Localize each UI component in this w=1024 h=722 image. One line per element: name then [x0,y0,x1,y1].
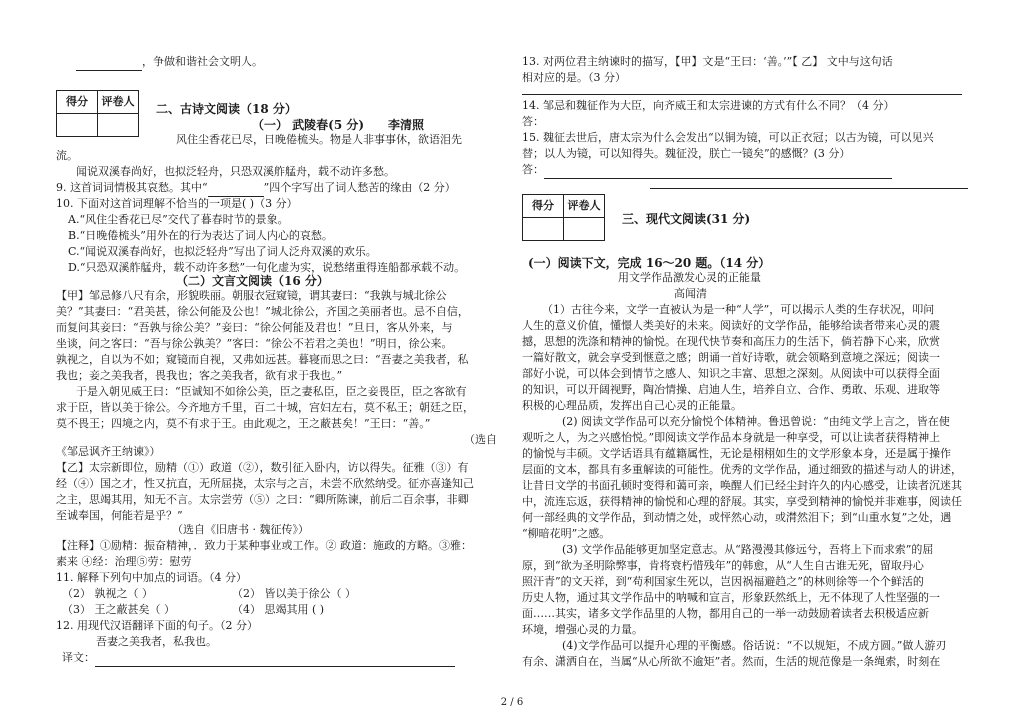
note-line: 【注释】①励精：振奋精神，．致力于某种事业或工作。② 政道：施政的方略。③雅： [56,539,472,552]
question-9: 9. 这首词词情极其哀愁。其中“ ”四个字写出了词人愁苦的缘由（2 分） [56,180,456,197]
text-jia-line: 美？”其妻曰：“君美甚，徐公何能及公也！”城北徐公，齐国之美丽者也。忌不自信， [56,305,469,318]
answer-label: 答： [522,115,544,128]
article-line: 照汗青”的文天祥，到“苟利国家生死以，岂因祸福避趋之”的林则徐等一个个鲜活的 [522,575,924,588]
article-line: 人生的意义价值，懂憬人类美好的未来。阅读好的文学作品，能够给读者带来心灵的震 [522,319,940,332]
option-a: A.“风住尘香花已尽”交代了暮春时节的景象。 [68,213,289,226]
article-author: 高闻清 [674,287,707,300]
grader-label: 评卷人 [564,195,605,218]
fill-line-top: ，争做和谐社会文明人。 [76,54,263,71]
article-line: “柳暗花明”之感。 [522,527,611,540]
text-jia-line: 坐谈，问之客曰：“吾与徐公孰美？”客曰：“徐公不若君之美也！”明日，徐公来。 [56,337,453,350]
article-line: (2) 阅读文学作品可以充分愉悦个体精神。鲁迅曾说：“由纯文学上言之，皆在使 [562,415,950,428]
article-line: 环境，增强心灵的力量。 [522,623,643,636]
article-line: 让昔日文学的书面孔顿时变得和蔼可亲，唤醒人们已经尘封许久的内心感受，让读者沉迷其 [522,479,962,492]
question-15: 替；以人为镜，可以知得失。魏征没，朕亡一镜矣”的感慨？(3 分） [522,147,851,160]
section-2-title: 二、古诗文阅读（18 分） [156,102,297,116]
text-jia-line: 求于臣，皆以美于徐公。今齐地方千里，百二十城，宫妇左右，莫不私王；朝廷之臣， [56,401,474,414]
article-line: 观听之人，为之兴感怡悦。”即阅读文学作品本身就是一种享受，可以让读者获得精神上 [522,431,941,444]
poem-line: 流。 [56,149,78,162]
article-line: 历史人物，通过其文学作品中的呐喊和宣言，形象跃然纸上，无不体现了人性坚强的一 [522,591,940,604]
question-12: 12. 用现代汉语翻译下面的句子。（2 分） [56,619,258,632]
score-table-3 [522,194,605,241]
article-line: (4)文学作品可以提升心理的平衡感。俗话说：“不以规矩，不成方圆。”做人游刃 [562,639,947,652]
subsection-1-title: (一）阅读下文，完成 16～20 题。（14 分） [528,256,771,270]
article-line: (3) 文学作品能够更加坚定意志。从“路漫漫其修远兮，吾将上下而求索”的屈 [562,543,934,556]
section-3-title: 三、现代文阅读(31 分) [622,212,751,226]
translation-line: 译文： [62,650,455,667]
answer-blank[interactable] [544,166,892,179]
question-10: 10. 下面对这首词理解不恰当的一项是( )（3 分） [56,197,298,210]
question-14: 14. 邹忌和魏征作为大臣，向齐威王和太宗进谏的方式有什么不同？（4 分） [522,99,895,112]
classical-title: （二）文言文阅读（16 分） [176,274,329,288]
question-12-sentence: 吾妻之美我者，私我也。 [96,635,217,648]
article-line: （1）古往今来，文学一直被认为是一种“人学”，可以揭示人类的生存状况，叩问 [542,303,935,316]
grader-cell[interactable] [98,114,139,137]
article-line: 何一部经典的文学作品，到动情之处，或怦然心动，或潸然泪下；到“山重水复”之处，遇 [522,511,952,524]
answer-blank[interactable] [76,58,142,71]
text-yi-line: 之主，思竭其用，知无不言。太宗尝劳（⑤）之曰：“卿所陈谏，前后二百余事，非卿 [56,493,469,506]
text-jia-line: 而复问其妾曰：“吾孰与徐公美？”妾曰：“徐公何能及君也！”旦日，客从外来，与 [56,321,453,334]
text-yi-line: 经（④）国之才，性又抗直，无所屈挠，太宗与之言，未尝不欣然纳受。征亦喜逢知己 [56,477,474,490]
option-d: D.“只恐双溪舴艋舟，载不动许多愁”一句化虚为实，说愁绪重得连船都承载不动。 [68,261,466,274]
question-13: 相对应的是。（3 分） [522,71,626,84]
question-13: 13. 对两位君主纳谏时的描写，【甲】文是“王曰：‘善。’”【 乙】 文中与这句话 [522,55,893,68]
answer-line[interactable] [650,188,968,189]
option-b: B.“日晚倦梳头”用外在的行为表达了词人内心的哀愁。 [68,229,333,242]
note-line: 素来 ④经：治理⑤劳：慰劳 [56,555,192,568]
poem-title: （一） 武陵春(5 分) [252,118,365,132]
question-11-item: （3） 王之蔽甚矣（ ） [62,603,175,616]
question-11-item: （2） 孰视之（ ） [62,587,153,600]
source-jia: （选自 [464,433,497,446]
score-table-2 [56,90,139,137]
article-line: 有余、潇洒自在，当属“从心所欲不逾矩”者。然而，生活的规范像是一条绳索，时刻在 [522,655,941,668]
article-line: 撼，思想的洗涤和精神的愉悦。在现代快节奏和高压力的生活下，倘若静下心来，欣赏 [522,335,940,348]
score-cell[interactable] [523,218,564,241]
source-jia: 《邹忌讽齐王纳谏》） [56,445,161,458]
option-c: C.“闻说双溪春尚好，也拟泛轻舟”写出了词人泛舟双溪的欢乐。 [68,245,377,258]
grader-cell[interactable] [564,218,605,241]
article-line: 原，到“欲为圣明除弊事，肯将衰朽惜残年”的韩愈，从“人生自古谁无死，留取丹心 [522,559,924,572]
text-jia-line: 孰视之，自以为不如；窥镜而自视，又弗如远甚。暮寝而思之曰：“吾妻之美我者，私 [56,353,469,366]
answer-line[interactable] [522,94,962,95]
answer-blank[interactable] [95,654,455,667]
article-line: 的愉悦与丰硕。文学话语具有蕴籍属性，无论是栩栩如生的文学形象本身，还是属于操作 [522,447,951,460]
text-jia-line: 我也；妾之美我者，畏我也；客之美我者，欲有求于我也。” [56,369,343,382]
question-11-item: （2） 皆以美于徐公（ ） [232,587,356,600]
article-line: 中，流连忘返，获得精神的愉悦和心理的舒展。其实，享受到精神的愉悦并非难事，阅读任 [522,495,962,508]
text-jia-line: 【甲】邹忌修八尺有余，形貌昳丽。朝服衣冠窥镜，谓其妻曰：“我孰与城北徐公 [56,289,447,302]
text-jia-line: 莫不畏王；四境之内，莫不有求于王。由此观之，王之蔽甚矣！”王曰：“善。” [56,417,431,430]
score-cell[interactable] [57,114,98,137]
answer-line: 答： [522,162,892,179]
article-line: 部好小说，可以体会到情节之感人、知识之丰富、思想之深刻。从阅读中可以获得全面 [522,367,940,380]
article-line: 的知识，可以开阔视野，陶冶情操、启迪人生，培养自立、合作、勇敢、乐观、进取等 [522,383,940,396]
text-jia-line: 于是入朝见威王曰：“臣诚知不如徐公美，臣之妻私臣，臣之妾畏臣，臣之客欲有 [76,385,467,398]
question-11-item: （4） 思竭其用 ( ) [232,603,325,616]
source-yi: （选自《旧唐书 · 魏征传》） [172,523,309,536]
text-yi-line: 至诚奉国，何能若是乎？” [56,509,183,522]
answer-blank[interactable] [208,184,264,197]
poem-author: 李清照 [388,118,425,132]
page-number: 2 / 6 [500,697,524,708]
grader-label: 评卷人 [98,91,139,114]
score-label: 得分 [57,91,98,114]
poem-line: 闻说双溪春尚好，也拟泛轻舟，只恐双溪舴艋舟，载不动许多愁。 [76,165,395,178]
article-line: 积极的心理品质，发挥出自己心灵的正能量。 [522,399,742,412]
poem-line: 风住尘香花已尽，日晚倦梳头。物是人非事事休，欲语泪先 [176,133,462,146]
score-label: 得分 [523,195,564,218]
article-line: 面……其实，诸多文学作品里的人物，都用自己的一举一动鼓励着读者去积极适应新 [522,607,929,620]
question-11: 11. 解释下列句中加点的词语。（4 分） [56,571,247,584]
article-title: 用文学作品激发心灵的正能量 [618,271,761,284]
question-15: 15. 魏征去世后，唐太宗为什么会发出“以铜为镜，可以正衣冠；以古为镜，可以见兴 [522,131,934,144]
article-line: 层面的文本，都具有多重解读的可能性。优秀的文学作品，通过细致的描述与动人的讲述， [522,463,962,476]
article-line: 一篇好散文，就会享受到惬意之感；朗诵一首好诗歌，就会领略到意境之深远；阅读一 [522,351,940,364]
text-yi-line: 【乙】太宗新即位，励精（①）政道（②），数引征入卧内，访以得失。征雅（③）有 [56,461,469,474]
